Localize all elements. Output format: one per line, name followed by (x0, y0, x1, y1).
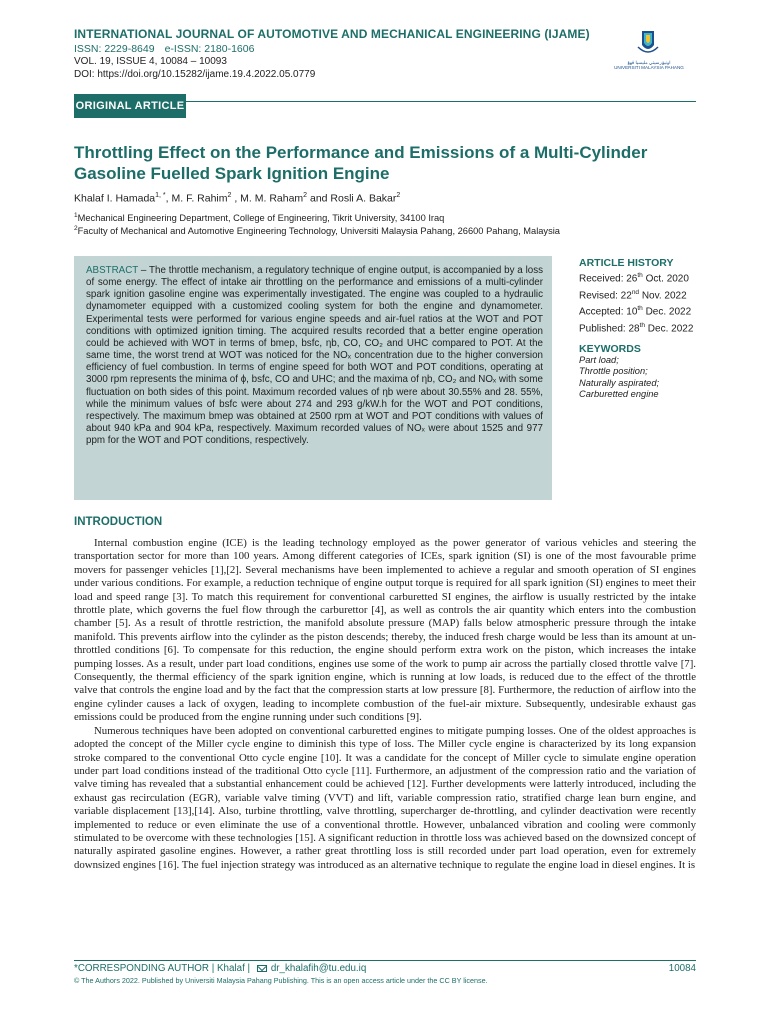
author-name: and Rosli A. Bakar (307, 192, 397, 205)
body-paragraph: Numerous techniques have been adopted on conventional carburetted engines to mitigate pumping losses. One of the oldest approaches is adopted the concept of the Miller cycle engine to diminish this type of loss. The Miller cycle engine is characterized by its long expansion stroke compared to the conventional Otto cycle engine [10]. It was a candidate for the concept of Miller cycle to simulate engine operation under part load conditions instead of the traditional Otto cycle [11]. Furthermore, an adjustment of the compression ratio and the variation of valve timing has revealed that a substantial enhancement could be achieved [12]. Further developments were latterly introduced, including the exhaust gas recirculation (EGR), variable valve timing (VVT) and lift, variable compression ratio, stratified charge lean burn engine, and variable displacement [13],[14]. Also, turbine throttling, valve throttling, supercharger de-throttling, and cylinder deactivation were recently implemented to reduce or even eliminate the use of a conventional throttle. However, unbalanced vibration and cooling were commonly stimulated to be overcome with these technologies [15]. A significant reduction in throttle loss was achieved based on the downsized concept of naturally aspirated gasoline engines. However, a rather great throttling loss is still recorded under part load operation, even for extremely downsized engines [16]. The fuel injection strategy was introduced as an alternative technique to regulate the engine load in diesel engines. It is (74, 724, 696, 871)
article-type-badge: ORIGINAL ARTICLE (74, 94, 186, 118)
corresponding-author-line (74, 963, 366, 974)
affiliation-1 (74, 212, 444, 223)
abstract-label: ABSTRACT (86, 265, 139, 276)
keywords-heading: KEYWORDS (579, 342, 641, 355)
mail-icon (257, 965, 267, 972)
logo-text-latin: UNIVERSITI MALAYSIA PAHANG (614, 65, 684, 71)
affiliation-number: 1 (74, 212, 78, 219)
doi-link[interactable]: DOI: https://doi.org/10.15282/ijame.19.4.2022.05.0779 (74, 69, 316, 80)
article-sidebar (579, 257, 719, 401)
article-history (579, 269, 719, 336)
issn-line (74, 43, 254, 55)
footer-rule (74, 960, 696, 961)
page-number: 10084 (668, 963, 696, 974)
author-affil-mark: 2 (396, 192, 401, 199)
keyword-item: Carburetted engine (579, 389, 659, 399)
affiliation-text: Faculty of Mechanical and Automotive Engineering Technology, Universiti Malaysia Pahang, 26600 Pahang, Malaysia (77, 226, 560, 237)
abstract-text: – The throttle mechanism, a regulatory technique of engine output, is accompanied by a loss of some energy. The effect of intake air throttling on the performance and emissions of a multi-cylinder spark ignition gasoline engine was experimentally investigated. The engine was coupled to a hydraulic dynamometer equipped with a customized cooling system for both the engine and dynamometer. Experimental tests were performed for various engine speeds and air-fuel ratios at the WOT and POT conditions with optimized ignition timing. The acquired results recorded that a better engine operation could be achieved with WOT in terms of bmep, bsfc, ηb, CO, CO₂ and UHC compared to POT. At the same time, the worst trend at WOT was noticed for the NOₓ concentration due to the higher conversion efficiency of fuel combustion. In terms of engine speed for both WOT and POT conditions, operating at 3000 rpm represents the minima of ϕ, bsfc, CO and UHC; and the maxima of ηb, CO₂ and NOₓ with some fluctuation on both sides of this point. Maximum recorded values of ηb were about 30.55% and 28. 55%, while the minimum values of bsfc were about 274 and 293 g/kW.h for the WOT and POT conditions, respectively. The maximum bmep was obtained at 2500 rpm at WOT and POT conditions with values of about 940 kPa and 904 kPa, respectively. Maximum recorded values of NOₓ were about 1525 and 977 ppm for the WOT and POT conditions, respectively. (86, 265, 543, 447)
separator: | (247, 963, 251, 974)
paper-title: Throttling Effect on the Performance and Emissions of a Multi-Cylinder Gasoline Fuelled Spark Ignition Engine (74, 143, 648, 183)
author-list (74, 192, 400, 205)
introduction-body (74, 537, 696, 953)
author-affil-mark: 2 (227, 192, 232, 199)
article-history-heading: ARTICLE HISTORY (579, 257, 674, 269)
author-name: , M. F. Rahim (165, 192, 228, 205)
separator: | (211, 963, 215, 974)
author-name: , M. M. Raham (231, 192, 304, 205)
eissn: e-ISSN: 2180-1606 (164, 43, 255, 55)
abstract-box (74, 256, 552, 500)
affiliation-text: Mechanical Engineering Department, College of Engineering, Tikrit University, 34100 Iraq (77, 213, 445, 224)
keyword-item: Naturally aspirated; (579, 377, 660, 388)
affiliation-2 (74, 225, 560, 236)
keyword-item: Throttle position; (579, 366, 648, 376)
received-date: Received: 26th Oct. 2020 (579, 272, 689, 285)
corresponding-name: Khalaf (217, 963, 245, 974)
affiliation-number: 2 (74, 225, 78, 232)
accepted-date: Accepted: 10th Dec. 2022 (579, 305, 692, 318)
copyright-notice: © The Authors 2022. Published by Universiti Malaysia Pahang Publishing. This is an open access article under the CC BY license. (74, 976, 488, 985)
corresponding-label: *CORRESPONDING AUTHOR (74, 963, 209, 974)
logo-wordmark (603, 60, 695, 71)
published-date: Published: 28th Dec. 2022 (579, 321, 694, 335)
revised-date: Revised: 22nd Nov. 2022 (579, 288, 687, 301)
logo-text-arabic: اونيۏرسيتي مليسيا ڤهڠ (627, 60, 671, 65)
issn: ISSN: 2229-8649 (74, 43, 155, 55)
keyword-item: Part load; (579, 354, 619, 365)
author-name: Khalaf I. Hamada (74, 192, 156, 205)
author-affil-mark: 2 (303, 192, 308, 199)
author-email-link[interactable]: dr_khalafih@tu.edu.iq (270, 963, 367, 974)
author-affil-mark: 1, * (155, 192, 166, 199)
body-paragraph: Internal combustion engine (ICE) is the leading technology employed as the power generator of various vehicles and steering the transportation sector for more than 100 years. Among different categories of ICEs, spark ignition (SI) is one of the most favourable prime movers for passenger vehicles [1],[2]. Several mechanisms have been implemented to achieve a regular and smooth operation of SI engines under various conditions. For example, a reduction technique of engine output torque is required for all spark ignition (SI) engines to meet their load and speed range [3]. To match this requirement for conventional carburetted SI engines, the airflow is usually restricted by the intake throttle plate, which governs the fuel flow through the carburettor [4], as well as controls the air quantity which enters into the combustion chamber [5]. As a result of throttle restriction, the manifold absolute pressure (MAP) falls below atmospheric pressure through the intake manifold. This prevents airflow into the cylinder as the piston descends; thereby, the induced fresh charge would be less than its amount at un-throttled conditions [6]. To compensate for this reduction, the engine should perform extra work on the piston, which increases the intake pumping losses. As a result, under part load conditions, engines use some of the work to pump air across the partially closed throttle valve [7]. Consequently, the thermal efficiency of the spark ignition engine, which is running at low loads, is reduced due to the effect of the throttle valve that controls the engine load and by the fact that the compression starts at low pressure [8]. Furthermore, the reduction of airflow into the engine cylinder causes a lack of oxygen, leading to incomplete combustion of the fuel-air mixture. Subsequently, undesirable exhaust gas emissions could be produced from the engine running under such conditions [9]. (74, 537, 696, 724)
introduction-heading: INTRODUCTION (74, 516, 163, 528)
journal-title: INTERNATIONAL JOURNAL OF AUTOMOTIVE AND MECHANICAL ENGINEERING (IJAME) (74, 27, 590, 41)
keywords-section (579, 343, 719, 401)
volume-line: VOL. 19, ISSUE 4, 10084 – 10093 (74, 56, 227, 67)
